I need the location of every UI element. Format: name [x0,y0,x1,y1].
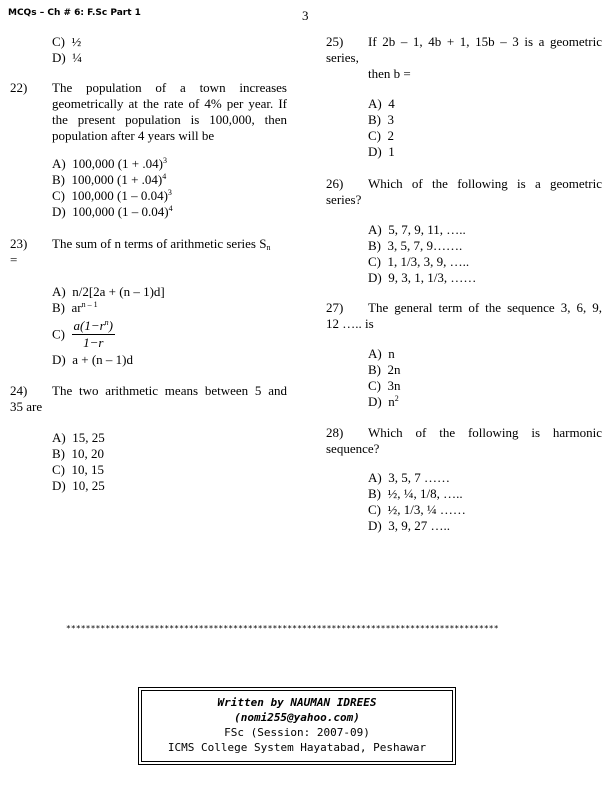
option-text: ½, 1/3, ¼ …… [387,502,466,517]
option-letter: A) [52,284,66,299]
option-q21-c [52,34,81,50]
numerator-close: ) [108,318,114,333]
fraction-numerator [72,318,116,335]
author-email: (nomi255@yahoo.com) [234,711,360,724]
question-27-number: 27) [326,300,344,315]
star-separator: **************************************************************************************** [66,624,499,633]
option-letter: D) [368,144,382,159]
option-letter: A) [52,156,66,171]
option-letter: D) [52,50,66,65]
author-name: Written by NAUMAN IDREES [217,696,377,709]
option-letter: B) [368,112,381,127]
question-26-text: Which of the following is a geometric [368,176,602,191]
option-letter: A) [368,96,382,111]
question-28-text-2: sequence? [326,441,380,456]
option-q25-d [368,144,395,160]
option-text: ½, ¼, 1/8, ….. [387,486,463,501]
option-q24-d [52,478,105,494]
question-26-text-2: series? [326,192,362,207]
option-text: 9, 3, 1, 1/3, …… [388,270,477,285]
question-28-text: Which of the following is harmonic [368,425,602,440]
option-q26-d [368,270,476,286]
option-exponent: 3 [167,188,172,197]
option-q28-b [368,486,463,502]
option-text: 5, 7, 9, 11, ….. [388,222,466,237]
option-letter: C) [52,34,65,49]
option-q24-a [52,430,105,446]
option-exponent: 3 [162,156,167,165]
option-text: 100,000 (1 + .04) [71,172,163,187]
option-letter: C) [52,326,65,342]
option-letter: B) [368,238,381,253]
option-text: ar [71,300,82,315]
option-q23-c [52,318,115,351]
question-23-equals: = [10,252,18,267]
option-text: 10, 25 [72,478,105,493]
option-letter: B) [52,172,65,187]
option-letter: D) [52,204,66,219]
option-exponent: 4 [162,172,167,181]
option-text: n [388,346,395,361]
fraction [72,318,116,351]
option-letter: A) [368,470,382,485]
option-text: 15, 25 [72,430,105,445]
option-text: 100,000 (1 + .04) [72,156,163,171]
option-q26-a [368,222,466,238]
option-q28-c [368,502,466,518]
option-letter: D) [368,394,382,409]
option-text: ½ [71,34,82,49]
option-q26-c [368,254,469,270]
option-q24-b [52,446,104,462]
option-letter: B) [52,446,65,461]
question-25-text: If 2b – 1, 4b + 1, 15b – 3 is a geometric [368,34,602,49]
option-text: 100,000 (1 – 0.04) [71,188,168,203]
option-letter: C) [52,188,65,203]
option-q27-c [368,378,401,394]
option-letter: C) [368,254,381,269]
option-letter: D) [52,478,66,493]
option-text: 2n [387,362,401,377]
option-q24-c [52,462,104,478]
option-letter: C) [368,128,381,143]
option-exponent: 4 [168,204,173,213]
option-text: 4 [388,96,395,111]
option-text: 1, 1/3, 3, 9, ….. [387,254,470,269]
option-letter: A) [368,346,382,361]
question-23-text [52,236,292,252]
option-exponent: n – 1 [81,300,98,309]
option-q27-d [368,394,399,410]
option-text: n/2[2a + (n – 1)d] [72,284,165,299]
option-text: 3, 5, 7, 9……. [387,238,463,253]
option-q21-d [52,50,82,66]
option-q23-a [52,284,165,300]
option-q23-b [52,300,98,316]
option-q22-d [52,204,173,220]
option-letter: C) [52,462,65,477]
option-q23-d [52,352,133,368]
option-q25-a [368,96,395,112]
option-text: 10, 15 [71,462,104,477]
option-letter: B) [368,486,381,501]
numerator-text: a(1−r [73,318,105,333]
option-text: 100,000 (1 – 0.04) [72,204,169,219]
author-credit-box [141,690,453,762]
question-27-text: The general term of the sequence 3, 6, 9, [368,300,602,315]
question-24-number: 24) [10,383,28,398]
option-letter: D) [368,270,382,285]
question-24-text: The two arithmetic means between 5 and [52,383,287,398]
page-number: 3 [302,8,309,23]
question-26-number: 26) [326,176,344,191]
option-q22-c [52,188,172,204]
option-letter: A) [368,222,382,237]
question-25-number: 25) [326,34,344,49]
option-exponent: 2 [394,394,399,403]
question-25-text-3: then b = [368,66,411,81]
option-q25-c [368,128,394,144]
option-text: ¼ [72,50,82,65]
option-text: a + (n – 1)d [72,352,133,367]
option-q25-b [368,112,394,128]
numerator-exponent: n [104,318,109,327]
question-28-number: 28) [326,425,344,440]
option-text: 1 [388,144,395,159]
document-header-title: MCQs – Ch # 6: F.Sc Part 1 [8,8,141,18]
question-22-text: The population of a town increases geometrically at the rate of 4% per year. If the present population is 100,000, then population after 4 years will be [52,80,287,143]
option-text: 3, 9, 27 ….. [388,518,450,533]
college-info: ICMS College System Hayatabad, Peshawar [167,741,427,754]
fraction-denominator: 1−r [83,335,104,350]
option-text: 3n [387,378,401,393]
option-text: 3 [387,112,394,127]
question-24-text-2: 35 are [10,399,43,414]
option-letter: D) [368,518,382,533]
option-text: 2 [387,128,394,143]
option-letter: C) [368,502,381,517]
question-27-text-2: 12 ….. is [326,316,374,331]
option-letter: C) [368,378,381,393]
option-text: n [388,394,395,409]
option-q28-a [368,470,450,486]
option-q27-b [368,362,401,378]
subscript-n: n [266,243,271,252]
question-23-number: 23) [10,236,28,251]
option-letter: B) [368,362,381,377]
option-text: 10, 20 [71,446,104,461]
option-q22-b [52,172,166,188]
option-text: 3, 5, 7 …… [388,470,450,485]
question-22-number: 22) [10,80,28,95]
option-q27-a [368,346,395,362]
option-q22-a [52,156,167,172]
option-letter: B) [52,300,65,315]
question-25-text-2: series, [326,50,359,65]
question-23-text-main: The sum of n terms of arithmetic series S [52,236,267,251]
option-q28-d [368,518,450,534]
session-info: FSc (Session: 2007-09) [224,726,370,739]
option-letter: A) [52,430,66,445]
option-q26-b [368,238,462,254]
option-letter: D) [52,352,66,367]
